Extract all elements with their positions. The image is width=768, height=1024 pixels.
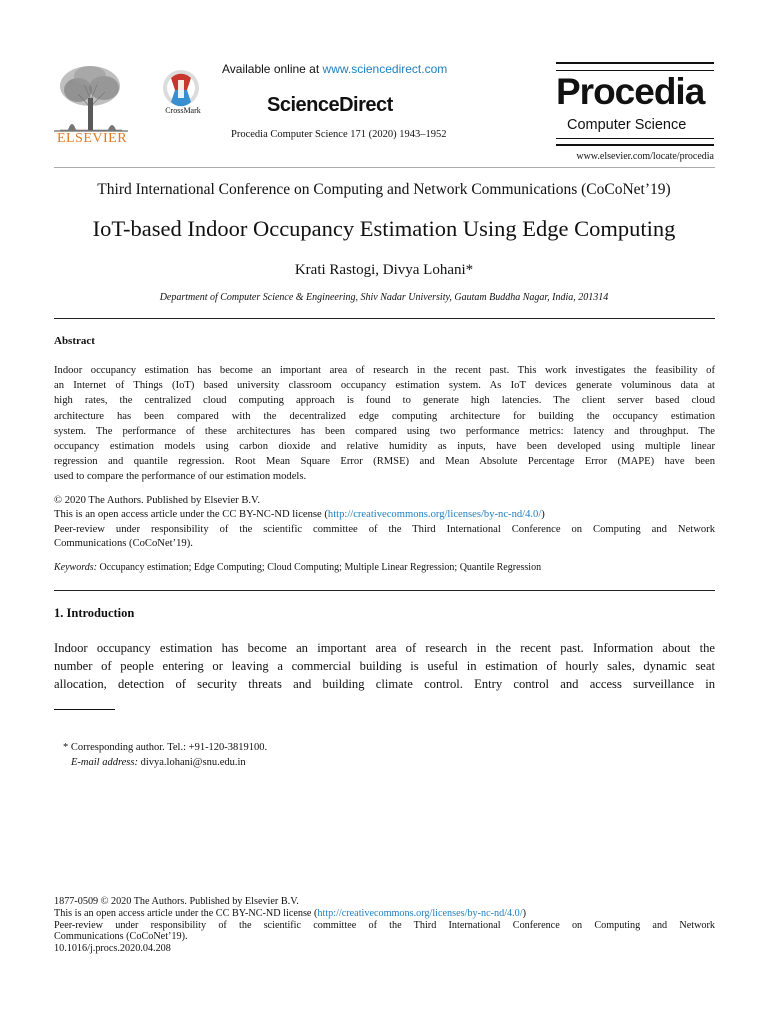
footnote-rule bbox=[54, 709, 115, 710]
doi[interactable]: 10.1016/j.procs.2020.04.208 bbox=[54, 943, 171, 955]
license-suffix: ) bbox=[541, 509, 545, 521]
abstract-bottom-rule bbox=[54, 590, 715, 591]
crossmark-icon bbox=[158, 68, 208, 108]
available-online-prefix: Available online at bbox=[222, 62, 323, 76]
procedia-wordmark: Procedia bbox=[556, 71, 705, 112]
introduction-line: Indoor occupancy estimation has become an important area of research in the recent past. Information about the bbox=[54, 641, 715, 655]
abstract-line: an Internet of Things (IoT) based university classroom occupancy estimation system. As IoT devices generate voluminous data at bbox=[54, 380, 715, 392]
page-footer bbox=[54, 896, 715, 955]
keywords-label: Keywords: bbox=[54, 562, 97, 573]
peer-review-line: Peer-review under responsibility of the scientific committee of the Third International Conference on Computing and Network bbox=[54, 523, 715, 535]
abstract-body bbox=[54, 363, 715, 485]
abstract-line: architecture has been compared with the decentralized edge computing architecture for building the occupancy estimation bbox=[54, 410, 715, 422]
email-address-link[interactable]: divya.lohani@snu.edu.in bbox=[137, 756, 246, 768]
abstract-heading: Abstract bbox=[54, 335, 95, 347]
procedia-subtitle: Computer Science bbox=[567, 117, 687, 133]
introduction-heading: 1. Introduction bbox=[54, 606, 135, 620]
introduction-line: allocation, detection of security threats and building climate control. Entry control and access surveillance in bbox=[54, 677, 715, 691]
sciencedirect-wordmark: ScienceDirect bbox=[267, 94, 393, 116]
journal-homepage-link[interactable]: www.elsevier.com/locate/procedia bbox=[576, 151, 714, 162]
author-affiliation: Department of Computer Science & Engineering, Shiv Nadar University, Gautam Buddha Nagar, India, 201314 bbox=[159, 292, 609, 303]
footer-peer-review-line-2: Communications (CoCoNet’19). bbox=[54, 931, 188, 943]
email-label: E-mail address: bbox=[71, 756, 138, 768]
footnote bbox=[63, 741, 267, 770]
keywords-text: Occupancy estimation; Edge Computing; Cloud Computing; Multiple Linear Regression; Quantile Regression bbox=[96, 562, 542, 573]
abstract-line-last: used to compare the performance of our estimation models. bbox=[54, 471, 307, 483]
abstract-line: system. The performance of these architectures has been compared using two performance metrics: latency and throughput. The bbox=[54, 425, 715, 437]
crossmark-badge[interactable] bbox=[158, 68, 208, 120]
abstract-top-rule bbox=[54, 318, 715, 319]
keywords bbox=[54, 562, 541, 573]
copyright-line: © 2020 The Authors. Published by Elsevier B.V. bbox=[54, 495, 260, 506]
abstract-line: occupancy estimation models using carbon dioxide and relative humidity as inputs, have been developed using multiple linear bbox=[54, 441, 715, 453]
footer-license-line bbox=[54, 908, 715, 920]
procedia-bottom-rule bbox=[556, 138, 714, 146]
elsevier-wordmark: ELSEVIER bbox=[56, 131, 128, 146]
introduction-body bbox=[54, 639, 715, 693]
available-online bbox=[222, 62, 447, 76]
conference-name: Third International Conference on Computing and Network Communications (CoCoNet’19) bbox=[97, 181, 671, 198]
footer-license-url-link[interactable]: http://creativecommons.org/licenses/by-nc-nd/4.0/ bbox=[317, 907, 523, 919]
introduction-line: number of people entering or leaving a commercial building is useful in estimation of hourly sales, dynamic seat bbox=[54, 659, 715, 673]
license-prefix: This is an open access article under the CC BY-NC-ND license ( bbox=[54, 509, 328, 521]
abstract-line: Indoor occupancy estimation has become an important area of research in the recent past. This work investigates the feasibility of bbox=[54, 365, 715, 376]
license-url-link[interactable]: http://creativecommons.org/licenses/by-nc-nd/4.0/ bbox=[327, 509, 542, 521]
copyright-block bbox=[54, 494, 715, 552]
email-line bbox=[63, 756, 267, 771]
footer-peer-review-line: Peer-review under responsibility of the scientific committee of the Third International Conference on Computing and Network bbox=[54, 919, 715, 931]
journal-reference: Procedia Computer Science 171 (2020) 1943–1952 bbox=[231, 129, 447, 140]
abstract-line: high rates, the centralized cloud computing approach is found to generate high latencies. The client server based cloud bbox=[54, 395, 715, 407]
footer-license-suffix: ) bbox=[522, 907, 527, 919]
paper-title: IoT-based Indoor Occupancy Estimation Using Edge Computing bbox=[92, 216, 676, 241]
author-list: Krati Rastogi, Divya Lohani* bbox=[294, 262, 474, 278]
elsevier-logo bbox=[50, 60, 132, 150]
corresponding-author: * Corresponding author. Tel.: +91-120-3819100. bbox=[63, 742, 268, 753]
crossmark-label: CrossMark bbox=[165, 106, 201, 115]
abstract-line: regression and quantile regression. Root Mean Square Error (RMSE) and Mean Absolute Percentage Error (MAPE) have been bbox=[54, 456, 715, 468]
issn-line: 1877-0509 © 2020 The Authors. Published by Elsevier B.V. bbox=[54, 896, 299, 907]
peer-review-line-2: Communications (CoCoNet’19). bbox=[54, 538, 193, 550]
footer-license-prefix: This is an open access article under the CC BY-NC-ND license ( bbox=[54, 907, 318, 919]
sciencedirect-url-link[interactable]: www.sciencedirect.com bbox=[322, 62, 448, 76]
header-rule bbox=[54, 167, 715, 168]
license-line bbox=[54, 508, 715, 522]
